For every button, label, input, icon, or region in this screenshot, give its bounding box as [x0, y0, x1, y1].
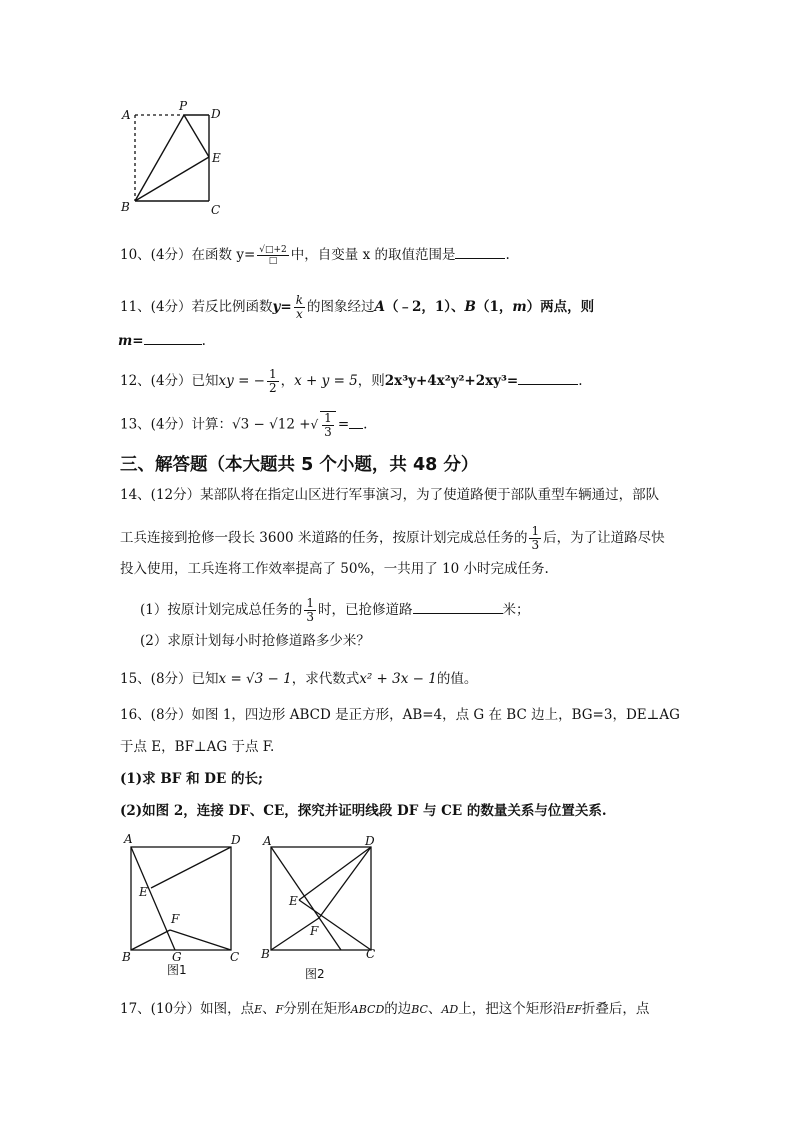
label-d: D: [211, 107, 221, 121]
figure-2-square: [255, 830, 390, 985]
question-14-part2: (2）求原计划每小时抢修道路多少米？: [140, 633, 370, 649]
segment-de: [299, 847, 371, 900]
question-14-line1: 14、(12分）某部队将在指定山区进行军事演习，为了使道路便于部队重型车辆通过，部队: [120, 487, 660, 503]
answer-blank-q10[interactable]: [455, 246, 505, 259]
label-b: B: [122, 950, 131, 964]
question-14-part1: (1）按原计划完成总任务的 $\frac{1}{3}$ 时，已抢修道路 米；: [140, 596, 530, 624]
figure-rectangle-apde: [110, 98, 230, 220]
answer-blank-q12[interactable]: [518, 372, 578, 385]
label-b: B: [121, 200, 130, 214]
question-16-part1: (1)求 BF 和 DE 的长;: [120, 771, 263, 787]
square-abcd: [271, 847, 371, 950]
segment-bf: [131, 930, 170, 950]
question-11: 11、(4分）若反比例函数y= $\frac{k}{x}$ 的图象经过A（﹣2，1）、B（1，m）两点，则: [120, 293, 595, 321]
answer-blank-q11[interactable]: [144, 332, 202, 345]
label-a: A: [124, 832, 133, 846]
question-17: 17、(10分）如图，点E、F分别在矩形ABCD的边BC、AD上，把这个矩形沿EF折叠后，点: [120, 1001, 650, 1017]
label-a: A: [263, 834, 272, 848]
segment-de: [151, 847, 231, 888]
question-16-line2: 于点 E，BF⊥AG 于点 F.: [120, 739, 275, 755]
figure-1-square: [115, 830, 250, 980]
segment-ag: [271, 847, 341, 950]
label-a: A: [122, 108, 131, 122]
segment-pe: [184, 115, 209, 157]
fraction-one-third: $\frac{1}{3}$: [531, 524, 540, 552]
segment-bp: [135, 115, 184, 201]
label-c: C: [211, 203, 221, 217]
label-e: E: [212, 151, 221, 165]
question-14-line2: 工兵连接到抢修一段长 3600 米道路的任务，按原计划完成总任务的 $\frac{1}{3}$ 后，为了让道路尽快: [120, 524, 665, 552]
label-d: D: [231, 833, 241, 847]
question-14-line3: 投入使用，工兵连将工作效率提高了 50%，一共用了 10 小时完成任务.: [120, 561, 549, 577]
sqrt-one-third: $\frac{1}{3}$: [320, 411, 336, 439]
segment-ag: [131, 847, 175, 950]
fraction-one-third-part1: $\frac{1}{3}$: [306, 596, 314, 624]
question-16-part2: (2)如图 2，连接 DF、CE，探究并证明线段 DF 与 CE 的数量关系与位置关系.: [120, 803, 607, 819]
answer-blank-q13[interactable]: [349, 416, 363, 429]
segment-df: [319, 847, 371, 918]
fraction-k-over-x: $\frac{k}{x}$: [295, 293, 303, 321]
question-15: 15、(8分）已知x = √3 − 1，求代数式x² + 3x − 1的值。: [120, 671, 478, 687]
label-f: F: [310, 924, 319, 938]
section-header-3: 三、解答题（本大题共 5 个小题，共 48 分）: [120, 455, 479, 475]
figure-1-caption: 图1: [167, 963, 187, 977]
question-11-line2: m= .: [118, 333, 206, 349]
label-b: B: [261, 947, 270, 961]
fraction-one-half: $\frac{1}{2}$: [269, 367, 277, 395]
figure-2-caption: 图2: [305, 967, 325, 981]
question-10: 10、(4分）在函数 y= $\frac{√□+2}{□}$ 中，自变量 x 的取值范围是 .: [120, 245, 510, 266]
fraction-q10: $\frac{√□+2}{□}$: [259, 245, 287, 266]
label-p: P: [179, 99, 188, 113]
segment-be: [135, 157, 209, 201]
label-c: C: [230, 950, 240, 964]
question-13: 13、(4分）计算：√3 − √12 +√ $\frac{1}{3}$ = .: [120, 411, 368, 439]
segment-fc: [170, 930, 231, 950]
question-12: 12、(4分）已知xy = − $\frac{1}{2}$ ，x + y = 5，则2x³y+4x²y²+2xy³= .: [120, 367, 583, 395]
label-e: E: [139, 885, 148, 899]
label-g: G: [172, 950, 182, 964]
answer-blank-q14[interactable]: [413, 601, 503, 614]
label-d: D: [365, 834, 375, 848]
label-f: F: [171, 912, 180, 926]
label-c: C: [366, 947, 376, 961]
label-e: E: [289, 894, 298, 908]
question-16-line1: 16、(8分）如图 1，四边形 ABCD 是正方形，AB=4，点 G 在 BC 边上，BG=3，DE⊥AG: [120, 707, 680, 723]
